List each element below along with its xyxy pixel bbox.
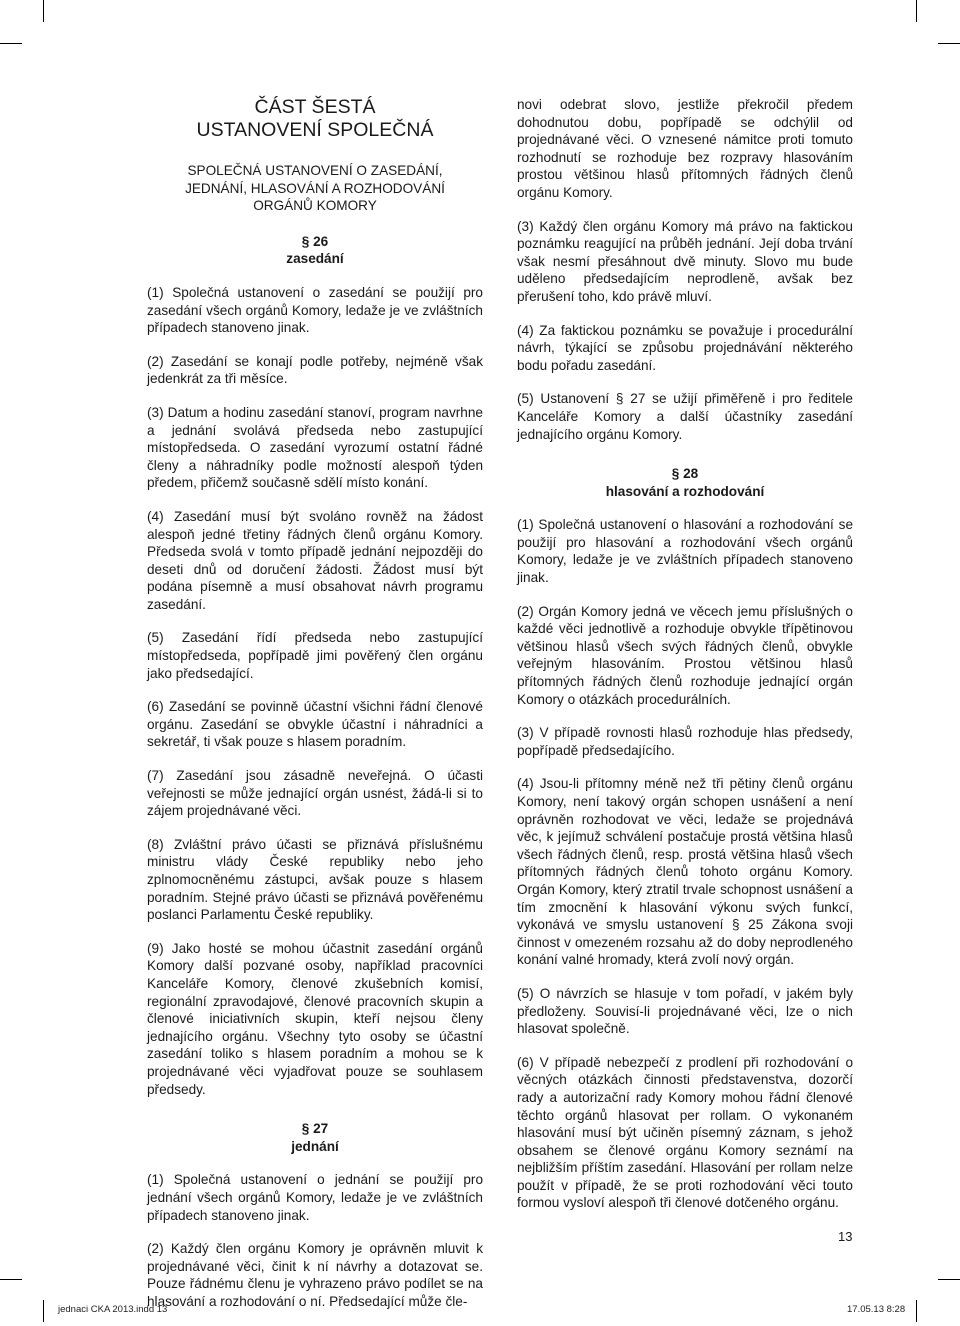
paragraph: (9) Jako hosté se mohou účastnit zasedání orgánů Komory další pozvané osoby, například pracovníci Kanceláře Komory, členové zkušebních komisí, regionální zpravodajové, členové pracovních skupin a členové iniciativních skupin, kteří nejsou členy jednajícího orgánu. Všechny tyto osoby se účastní zasedání toliko s hlasem poradním a mohou se k projednávané věci vyjadřovat pouze se souhlasem předsedy. — [147, 940, 483, 1097]
part-heading — [147, 96, 483, 142]
paragraph: (8) Zvláštní právo účasti se přiznává příslušnému ministru vlády České republiky nebo jeho zplnomocněnému zástupci, avšak pouze s hlasem poradním. Stejné právo účasti se přiznává pověřenému poslanci Parlamentu České republiky. — [147, 836, 483, 923]
paragraph: (1) Společná ustanovení o zasedání se použijí pro zasedání všech orgánů Komory, ledaže je ve zvláštních případech stanoveno jinak. — [147, 284, 483, 336]
paragraph: (6) Zasedání se povinně účastní všichni řádní členové orgánu. Zasedání se obvykle účastní i náhradníci a sekretář, ti však pouze s hlasem poradním. — [147, 699, 483, 750]
paragraph: (5) Zasedání řídí předseda nebo zastupující místopředseda, popřípadě jimi pověřený člen orgánu jako předsedající. — [147, 630, 483, 681]
paragraph: (3) V případě rovnosti hlasů rozhoduje hlas předsedy, popřípadě předsedajícího. — [517, 725, 853, 758]
paragraph: (4) Zasedání musí být svoláno rovněž na žádost alespoň jedné třetiny řádných členů orgánu Komory. Předseda svolá v tomto případě jednání nejpozději do deseti dnů od doručení žádosti. Žádost musí být podána písemně a musí obsahovat návrh programu zasedání. — [147, 508, 483, 612]
paragraph: (5) Ustanovení § 27 se užijí přiměřeně i pro ředitele Kanceláře Komory a další účastníky zasedání jednajícího orgánu Komory. — [517, 391, 853, 442]
crop-mark — [43, 0, 44, 22]
section-number: § 28 — [671, 466, 699, 482]
section-heading-26 — [147, 233, 483, 268]
part-title: USTANOVENÍ SPOLEČNÁ — [196, 119, 434, 141]
section-number: § 26 — [301, 233, 329, 249]
crop-mark — [0, 43, 22, 44]
crop-mark — [916, 1300, 917, 1322]
section-title: jednání — [291, 1138, 339, 1154]
paragraph: novi odebrat slovo, jestliže překročil předem dohodnutou dobu, popřípadě se odchýlil od projednávané věci. O vznesené námitce proti tomuto rozhodnutí se rozhoduje bez rozpravy hlasováním prostou většinou hlasů přítomných řádných členů orgánu Komory. — [517, 97, 853, 200]
paragraph: (3) Každý člen orgánu Komory má právo na faktickou poznámku reagující na průběh jednání. Její doba trvání však nesmí přesáhnout dvě minuty. Slovo mu bude uděleno předsedajícím neprodleně, avšak bez přerušení toho, kdo právě mluví. — [517, 218, 853, 304]
paragraph: (3) Datum a hodinu zasedání stanoví, program navrhne a jednání svolává předseda nebo zastupující místopředseda. O zasedání vyrozumí ostatní řádné členy a náhradníky podle možností alespoň týden předem, přičemž současně sdělí místo konání. — [147, 404, 483, 491]
page-number: 13 — [838, 1229, 853, 1244]
chapter-heading — [147, 162, 483, 215]
paragraph: (5) O návrzích se hlasuje v tom pořadí, v jakém byly předloženy. Souvisí-li projednávané věci, lze o nich hlasovat společně. — [517, 985, 853, 1037]
paragraph: (2) Zasedání se konají podle potřeby, nejméně však jedenkrát za tři měsíce. — [147, 353, 483, 387]
slug-file: jednaci CKA 2013.indd 13 — [58, 1304, 168, 1315]
crop-mark — [938, 1279, 960, 1280]
crop-mark — [0, 1279, 22, 1280]
right-column — [517, 96, 853, 1228]
chapter-heading-line: SPOLEČNÁ USTANOVENÍ O ZASEDÁNÍ, — [187, 163, 443, 178]
paragraph: (1) Společná ustanovení o hlasování a rozhodování se použijí pro hlasování a rozhodování všech orgánů Komory, ledaže je ve zvláštních případech stanoveno jinak. — [517, 517, 853, 586]
part-number: ČÁST ŠESTÁ — [254, 96, 376, 118]
chapter-heading-line: ORGÁNŮ KOMORY — [253, 198, 377, 214]
slug-date: 17.05.13 8:28 — [847, 1304, 906, 1315]
left-column — [147, 96, 483, 1326]
crop-mark — [938, 43, 960, 44]
crop-mark — [43, 1300, 44, 1322]
section-heading-27 — [147, 1120, 483, 1155]
paragraph: (2) Orgán Komory jedná ve věcech jemu příslušných o každé věci jednotlivě a rozhoduje obvykle třípětinovou většinou hlasů všech svých řádných členů, obvykle veřejným hlasováním. Prostou většinou hlasů přítomných řádných členů rozhoduje jednající orgán Komory o otázkách procedurálních. — [517, 603, 853, 707]
section-number: § 27 — [301, 1121, 329, 1137]
section-title: hlasování a rozhodování — [605, 483, 765, 499]
section-heading-28 — [517, 465, 853, 500]
section-title: zasedání — [286, 251, 344, 267]
paragraph: (6) V případě nebezpečí z prodlení při rozhodování o věcných otázkách činnosti představenstva, dozorčí rady a autorizační rady Komory mohou řádní členové těchto orgánů hlasovat per rollam. O vykonaném hlasování musí být učiněn písemný záznam, s jehož obsahem se členové orgánu Komory seznámí na nejbližším příštím zasedání. Hlasování per rollam nelze použít v případě, že se proti rozhodování věci touto formou vysloví alespoň tři členové dotčeného orgánu. — [517, 1054, 853, 1211]
paragraph: (4) Jsou-li přítomny méně než tři pětiny členů orgánu Komory, není takový orgán schopen usnášení a není oprávněn rozhodovat ve věci, ledaže se projednává věc, k jejímuž schválení postačuje prostá většina hlasů všech řádných členů, resp. prostá většina hlasů všech přítomných řádných členů tohoto orgánu Komory. Orgán Komory, který ztratil trvale schopnost usnášení a tím zmocnění k hlasování výkonu svých funkcí, vykonává ve smyslu ustanovení § 25 Zákona svoji činnost v omezeném rozsahu až do doby neprodleného konání valné hromady, která zvolí nový orgán. — [517, 776, 853, 968]
paragraph: (2) Každý člen orgánu Komory je oprávněn mluvit k projednávané věci, činit k ní návrhy a dotazovat se. Pouze řádnému členu je vyhrazeno právo podílet se na hlasování a rozhodování o ní. Předsedající může čle- — [147, 1241, 483, 1309]
chapter-heading-line: JEDNÁNÍ, HLASOVÁNÍ A ROZHODOVÁNÍ — [185, 180, 445, 196]
crop-mark — [916, 0, 917, 22]
paragraph: (7) Zasedání jsou zásadně neveřejná. O účasti veřejnosti se může jednající orgán usnést, žádá-li si to zájem projednávané věci. — [147, 768, 483, 819]
paragraph: (4) Za faktickou poznámku se považuje i procedurální návrh, týkající se způsobu projednávání některého bodu pořadu zasedání. — [517, 322, 853, 373]
paragraph: (1) Společná ustanovení o jednání se použijí pro jednání všech orgánů Komory, ledaže je ve zvláštních případech stanoveno jinak. — [147, 1172, 483, 1223]
